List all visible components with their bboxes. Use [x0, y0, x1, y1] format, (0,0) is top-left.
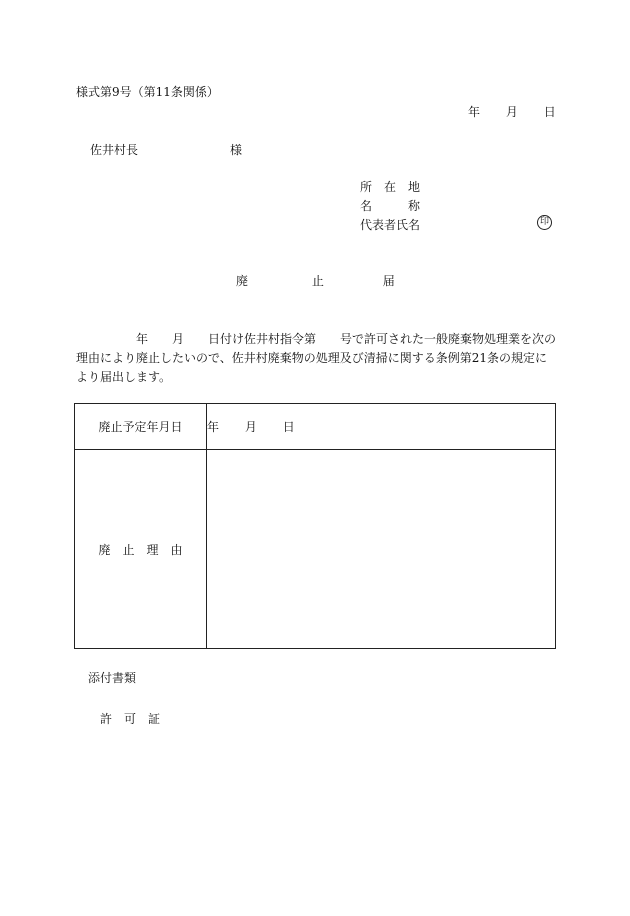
planned-date-label: 廃止予定年月日 — [75, 404, 207, 450]
reason-field[interactable] — [207, 450, 556, 649]
submission-date — [468, 104, 556, 120]
table-row — [75, 404, 556, 450]
attachment-item: 許 可 証 — [100, 712, 161, 726]
attachments-title: 添付書類 — [88, 671, 137, 685]
title-char-1: 廃 — [236, 274, 249, 288]
document-title — [236, 273, 395, 289]
details-table — [74, 403, 556, 649]
representative-label: 代表者氏名 — [360, 218, 421, 232]
title-char-2: 止 — [311, 274, 324, 288]
table-date-day: 日 — [282, 420, 295, 434]
title-char-3: 届 — [382, 274, 395, 288]
name-label: 名 称 — [360, 199, 421, 213]
addressee-name: 佐井村長 — [90, 143, 139, 157]
planned-date-field[interactable] — [207, 404, 556, 450]
date-day: 日 — [543, 105, 556, 119]
table-date-year: 年 — [207, 420, 220, 434]
date-year: 年 — [468, 105, 481, 119]
seal-mark: 印 — [537, 215, 552, 230]
body-paragraph: 年 月 日付け佐井村指令第 号で許可された一般廃棄物処理業を次の理由により廃止したいので、佐井村廃棄物の処理及び清掃に関する条例第21条の規定により届出します。 — [76, 332, 557, 384]
table-row — [75, 450, 556, 649]
form-number: 様式第9号（第11条関係） — [76, 85, 219, 99]
address-label: 所 在 地 — [360, 180, 421, 194]
date-month: 月 — [505, 105, 518, 119]
addressee — [90, 142, 242, 158]
reason-label: 廃 止 理 由 — [75, 450, 207, 649]
table-date-month: 月 — [244, 420, 257, 434]
body-text — [76, 330, 556, 387]
addressee-honorific: 様 — [230, 143, 243, 157]
